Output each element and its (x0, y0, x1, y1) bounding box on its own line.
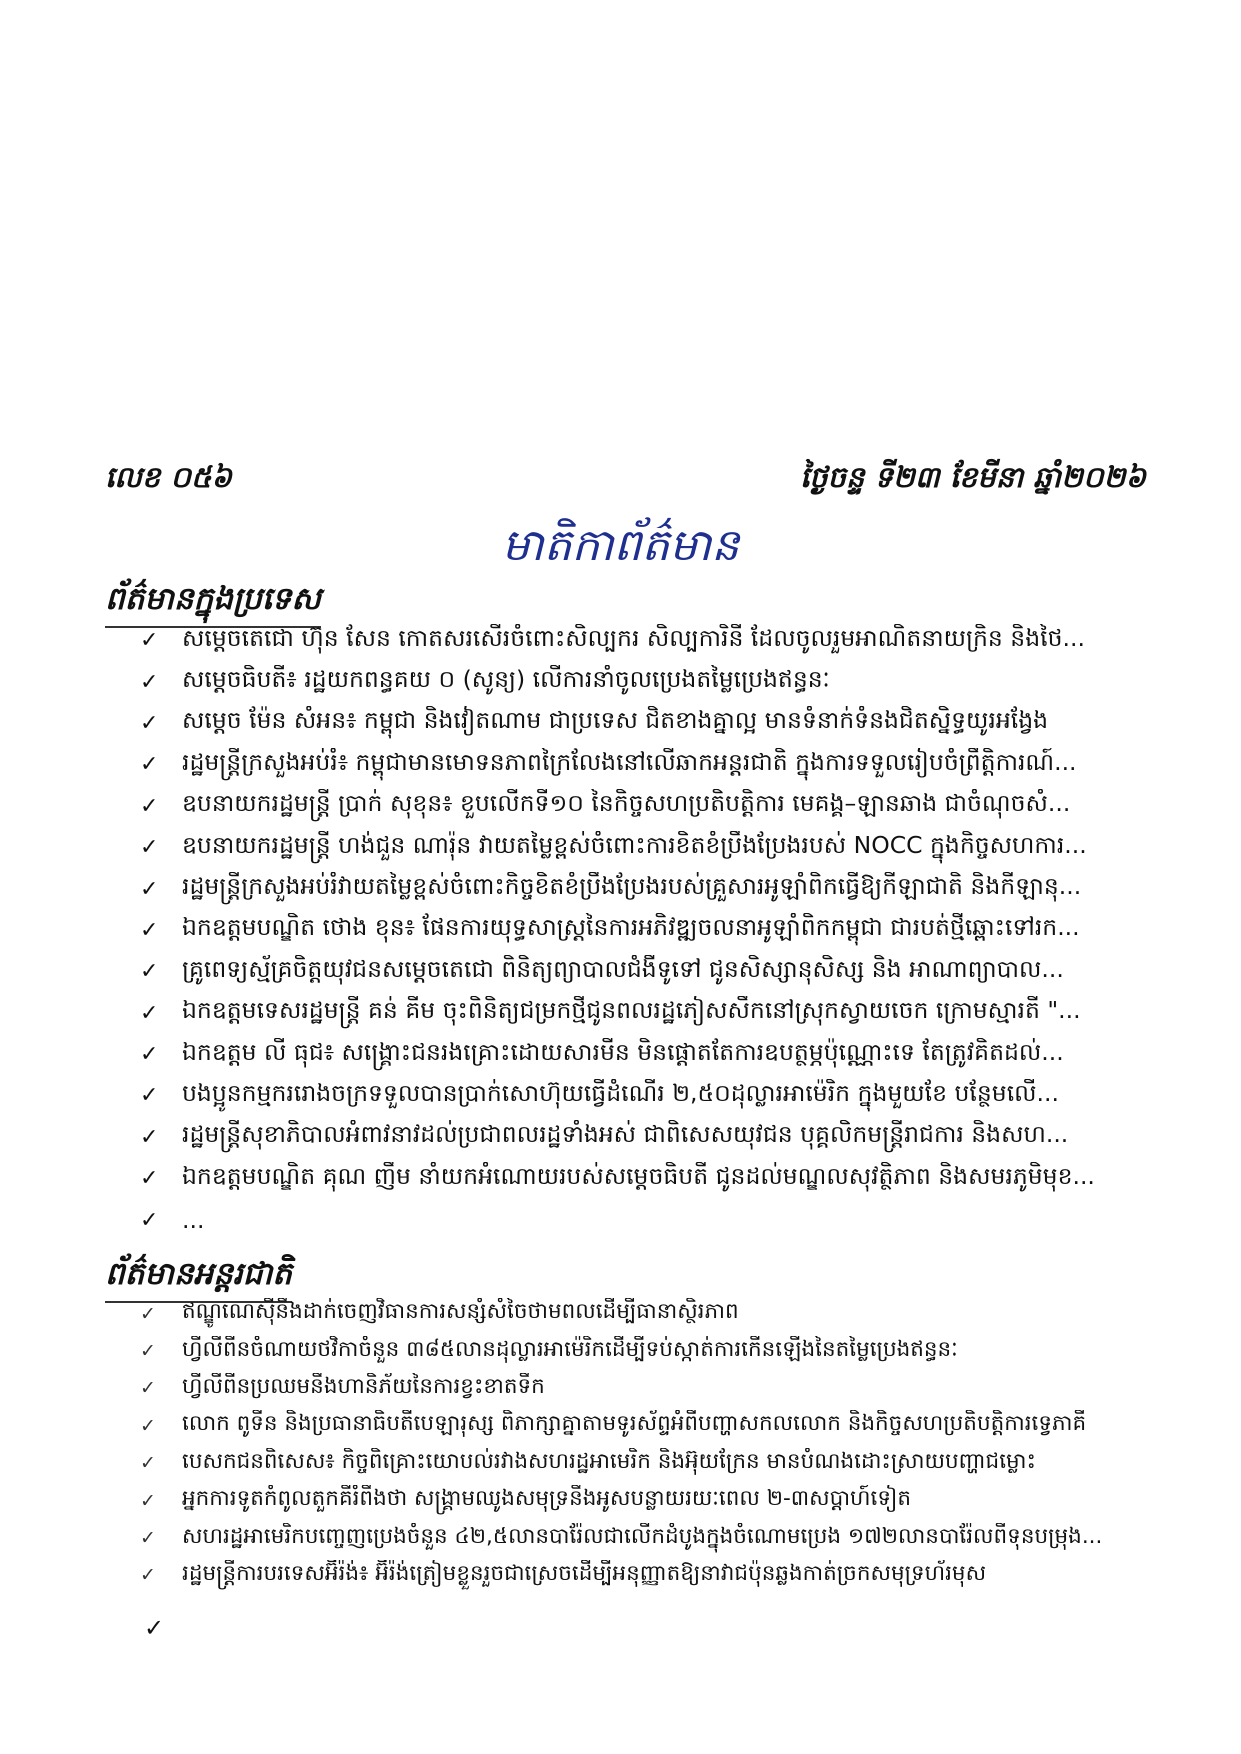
news-headline: សម្តេចតេជោ ហ៊ុន សែន កោតសរសើរចំពោះសិល្បករ សិល្បការិនី ដែលចូលរួមអាណិតនាយក្រិន និងថៃ... (182, 623, 1085, 652)
check-icon: ✓ (140, 959, 159, 985)
check-icon: ✓ (140, 1452, 156, 1475)
news-headline: អ្នកការទូតកំពូលតួកគីរំពឹងថា សង្គ្រាមឈូងសមុទ្រនឹងអូសបន្លាយរយៈពេល ២-៣សប្តាហ៍ទៀត (182, 1486, 912, 1512)
check-icon: ✓ (140, 628, 159, 654)
list-item (140, 620, 1150, 661)
page-title: មាតិកាព័ត៌មាន (501, 520, 740, 571)
check-icon: ✓ (140, 835, 159, 861)
international-news-heading-text: ព័ត៌មានអន្តរជាតិ (105, 1256, 292, 1292)
news-headline: លោក ពូទីន និងប្រធានាធិបតីបេឡារុស្ស ពិភាក្សាគ្នាតាមទូរស័ព្ទអំពីបញ្ហាសកលលោក និងកិច្ចសហប្រតិបត្តិការទ្វេភាគី (182, 1411, 1087, 1437)
list-item (140, 910, 1150, 951)
list-item (140, 744, 1150, 785)
list-item (140, 1445, 1150, 1482)
news-headline: រដ្ឋមន្ត្រីសុខាភិបាលអំពាវនាវដល់ប្រជាពលរដ្ឋទាំងអស់ ជាពិសេសយុវជន បុគ្គលិកមន្ត្រីរាជការ និងសហ... (182, 1120, 1069, 1149)
news-headline: សម្តេចធិបតី៖ រដ្ឋយកពន្ធគយ ០ (សូន្យ) លើការនាំចូលប្រេងតម្លៃប្រេងឥន្ធនៈ (182, 665, 830, 694)
check-icon: ✓ (140, 1000, 159, 1026)
news-headline: ហ្វីលីពីនចំណាយថវិកាចំនួន ៣៨៥លានដុល្លារអាម៉េរិកដើម្បីទប់ស្កាត់ការកើនឡើងនៃតម្លៃប្រេងឥន្ធនៈ (182, 1336, 958, 1362)
domestic-news-heading (105, 580, 321, 625)
check-icon: ✓ (140, 669, 159, 695)
check-icon: ✓ (140, 1564, 156, 1587)
check-icon: ✓ (140, 1414, 156, 1437)
list-item (140, 1295, 1150, 1332)
check-icon: ✓ (140, 1207, 159, 1233)
news-headline: រដ្ឋមន្ត្រីក្រសួងអប់រំ៖ កម្ពុជាមានមោទនភាពក្រៃលែងនៅលើឆាកអន្តរជាតិ ក្នុងការទទួលរៀបចំព្រឹត្តិការណ៍... (182, 747, 1077, 776)
domestic-news-list (140, 620, 1150, 1241)
news-headline: ឯកឧត្តម លី ធុជ៖ សង្គ្រោះជនរងគ្រោះដោយសារមីន មិនផ្តោតតែការឧបត្ថម្ភប៉ុណ្ណោះទេ តែត្រូវគិតដល់... (182, 1037, 1064, 1066)
check-icon: ✓ (140, 1340, 156, 1363)
news-headline: ឯកឧត្តមទេសរដ្ឋមន្ត្រី គន់ គីម ចុះពិនិត្យជម្រកថ្មីជូនពលរដ្ឋភៀសសឹកនៅស្រុកស្វាយចេក ក្រោមស្មារតី "... (182, 996, 1081, 1025)
news-headline: ហ្វីលីពីនប្រឈមនឹងហានិភ័យនៃការខ្វះខាតទឹក (182, 1373, 545, 1399)
list-item (140, 827, 1150, 868)
news-headline: ឯកឧត្តមបណ្ឌិត ថោង ខុន៖ ផែនការយុទ្ធសាស្ត្រនៃការអភិវឌ្ឍចលនាអូឡាំពិកកម្ពុជា ជារបត់ថ្មីឆ្ពោះទៅរក... (182, 913, 1080, 942)
international-news-heading (105, 1255, 292, 1300)
check-icon: ✓ (140, 1083, 159, 1109)
check-icon: ✓ (140, 1489, 156, 1512)
news-headline: បេសកជនពិសេស៖ កិច្ចពិគ្រោះយោបល់រវាងសហរដ្ឋអាមេរិក និងអ៊ុយក្រែន មានបំណងដោះស្រាយបញ្ហាជម្លោះ (182, 1448, 1036, 1474)
news-headline: បងប្អូនកម្មកររោងចក្រទទួលបានប្រាក់សោហ៊ុយធ្វើដំណើរ ២,៥០ដុល្លារអាម៉េរិក ក្នុងមួយខែ បន្ថែមលើ... (182, 1078, 1059, 1107)
list-item (140, 951, 1150, 992)
check-icon: ✓ (140, 1377, 156, 1400)
list-item (140, 993, 1150, 1034)
list-item (140, 1557, 1150, 1594)
list-item (140, 1075, 1150, 1116)
list-item (140, 1034, 1150, 1075)
news-headline: ឯកឧត្តមបណ្ឌិត គុណ ញឹម នាំយកអំណោយរបស់សម្តេចធិបតី ជូនដល់មណ្ឌលសុវត្ថិភាព និងសមរភូមិមុខ... (182, 1161, 1095, 1190)
list-item (140, 703, 1150, 744)
issue-number: លេខ ០៥៦ (105, 460, 232, 494)
check-icon: ✓ (140, 917, 159, 943)
list-item (140, 786, 1150, 827)
news-headline: ឧបនាយករដ្ឋមន្ត្រី ប្រាក់ សុខុន៖ ខួបលើកទី១០ នៃកិច្ចសហប្រតិបត្តិការ មេគង្គ–ឡានឆាង ជាចំណុចសំ... (182, 789, 1071, 818)
news-headline: ឥណ្ឌូណេស៊ីនឹងដាក់ចេញវិធានការសន្សំសំចៃថាមពលដើម្បីធានាស្ថិរភាព (182, 1299, 739, 1325)
list-item (140, 1370, 1150, 1407)
check-icon: ✓ (140, 793, 159, 819)
domestic-news-heading-text: ព័ត៌មានក្នុងប្រទេស (105, 581, 321, 617)
list-item (140, 1199, 1150, 1240)
list-item (140, 868, 1150, 909)
list-item (140, 1158, 1150, 1199)
news-headline: រដ្ឋមន្ត្រីក្រសួងអប់រំវាយតម្លៃខ្ពស់ចំពោះកិច្ចខិតខំប្រឹងប្រែងរបស់គ្រួសារអូឡាំពិកធ្វើឱ្យកីឡាជាតិ និងកីឡានុ... (182, 872, 1082, 901)
check-icon: ✓ (140, 1042, 159, 1068)
list-item (140, 1482, 1150, 1519)
check-icon: ✓ (140, 1527, 156, 1550)
check-icon: ✓ (140, 876, 159, 902)
news-headline: ឧបនាយករដ្ឋមន្ត្រី ហង់ជួន ណារ៉ុន វាយតម្លៃខ្ពស់ចំពោះការខិតខំប្រឹងប្រែងរបស់ NOCC ក្នុងកិច្ចសហការ... (182, 830, 1087, 859)
list-item (140, 1407, 1150, 1444)
news-headline: សហរដ្ឋអាមេរិកបញ្ចេញប្រេងចំនួន ៤២,៥លានបារ៉ែលជាលើកដំបូងក្នុងចំណោមប្រេង ១៧២លានបារ៉ែលពីទុនបម្រុង... (182, 1523, 1103, 1549)
issue-date: ថ្ងៃចន្ទ ទី២៣ ខែមីនា ឆ្នាំ២០២៦ (799, 460, 1146, 494)
check-icon: ✓ (140, 710, 159, 736)
check-icon: ✓ (144, 1614, 165, 1642)
list-item (140, 1117, 1150, 1158)
list-item (140, 1519, 1150, 1556)
news-headline: គ្រូពេទ្យស្ម័គ្រចិត្តយុវជនសម្តេចតេជោ ពិនិត្យព្យាបាលជំងឺទូទៅ ជូនសិស្សានុសិស្ស និង អាណាព្យាបាល... (182, 954, 1064, 983)
news-headline: សម្តេច ម៉ែន សំអន៖ កម្ពុជា និងវៀតណាម ជាប្រទេស ជិតខាងគ្នាល្អ មានទំនាក់ទំនងជិតស្និទ្ធយូរអង្វែង (182, 706, 1049, 735)
list-item (140, 661, 1150, 702)
check-icon: ✓ (140, 752, 159, 778)
check-icon: ✓ (140, 1124, 159, 1150)
check-icon: ✓ (140, 1302, 156, 1325)
check-icon: ✓ (140, 1166, 159, 1192)
news-headline: រដ្ឋមន្ត្រីការបរទេសអ៊ីរ៉ង់៖ អ៊ីរ៉ង់ត្រៀមខ្លួនរួចជាស្រេចដើម្បីអនុញ្ញាតឱ្យនាវាជប៉ុនឆ្លងកាត់ច្រកសមុទ្រហ័រមុស (182, 1560, 987, 1586)
news-headline: ... (182, 1206, 205, 1235)
list-item (140, 1332, 1150, 1369)
international-news-list (140, 1295, 1150, 1594)
